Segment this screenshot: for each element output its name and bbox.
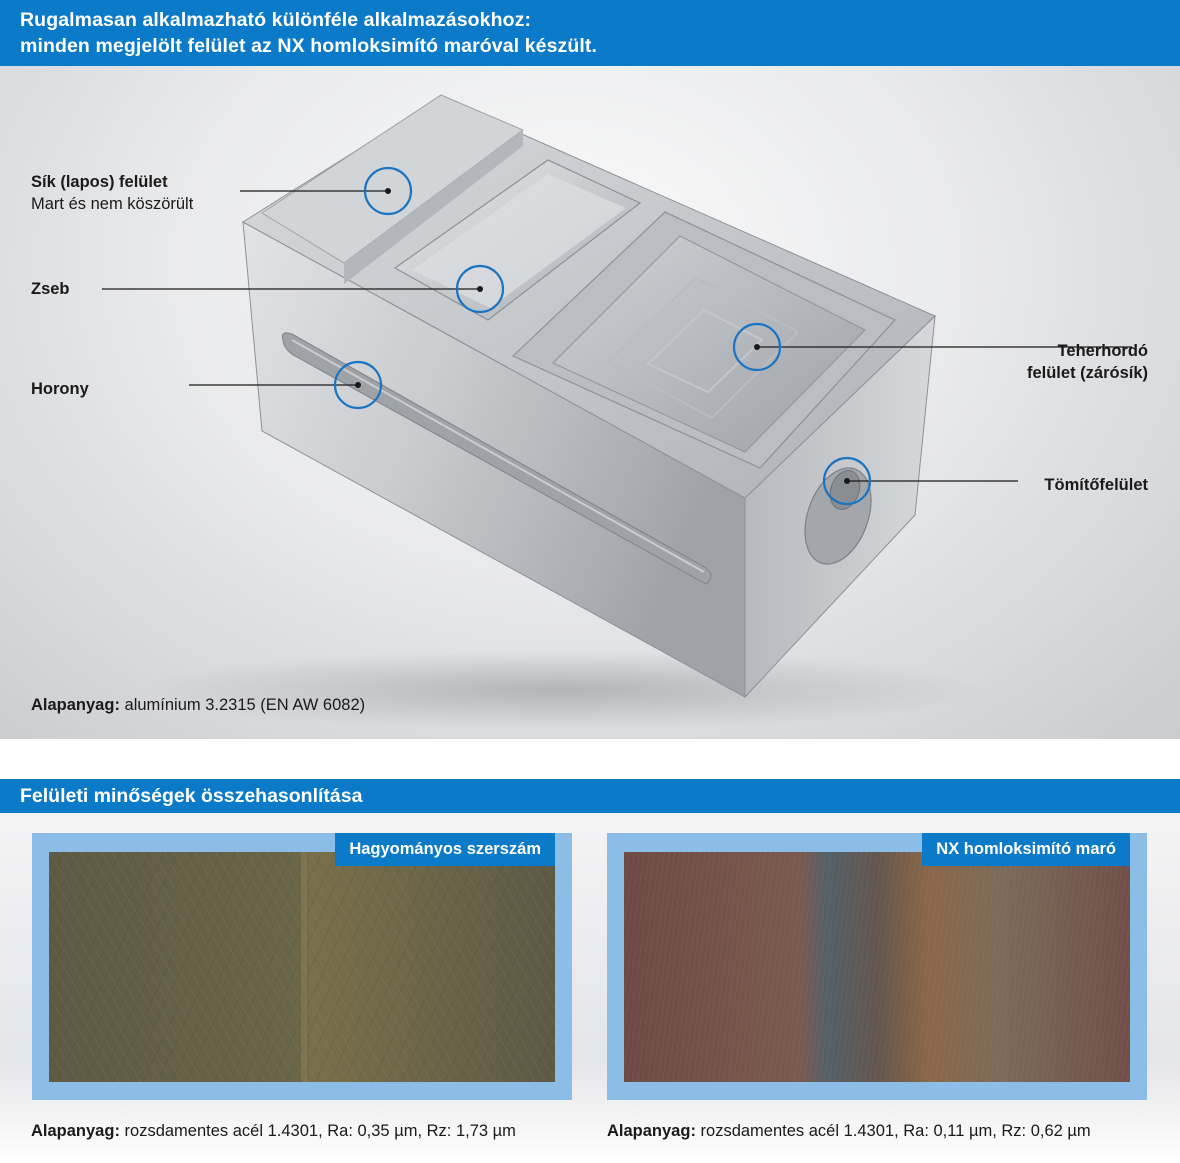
- photo-frame-conventional: [32, 833, 572, 1100]
- section2-title: Felületi minőségek összehasonlítása: [20, 785, 363, 807]
- caption-nx-label: Alapanyag:: [607, 1122, 696, 1140]
- caption-conventional: [31, 1120, 516, 1142]
- callout-groove-title: Horony: [31, 380, 89, 398]
- callout-flat-subtitle: Mart és nem köszörült: [31, 195, 194, 213]
- callout-bearing-line2: felület (zárósík): [1026, 364, 1148, 382]
- callout-flat-surface: [31, 171, 193, 215]
- callout-groove: [31, 378, 89, 400]
- surface-photo-nx: [624, 852, 1130, 1082]
- tag-conventional-tool: Hagyományos szerszám: [335, 833, 555, 866]
- material-top-value: alumínium 3.2315 (EN AW 6082): [124, 696, 366, 714]
- callout-bearing-line1: Teherhordó: [1057, 342, 1148, 360]
- caption-nx: [607, 1120, 1091, 1142]
- tag-nx-tool: NX homloksimító maró: [922, 833, 1130, 866]
- caption-conventional-value: rozsdamentes acél 1.4301, Ra: 0,35 µm, Rz: 1,73 µm: [124, 1122, 516, 1140]
- caption-conventional-label: Alapanyag:: [31, 1122, 120, 1140]
- surface-texture-nx: [624, 852, 1130, 1082]
- surface-texture-conventional: [49, 852, 555, 1082]
- section2-banner: [0, 779, 1180, 813]
- callout-pocket: [31, 278, 70, 300]
- aluminum-block-illustration: [0, 66, 1180, 739]
- caption-nx-value: rozsdamentes acél 1.4301, Ra: 0,11 µm, Rz: 0,62 µm: [700, 1122, 1091, 1140]
- hero-image: [0, 66, 1180, 739]
- header-line-1: Rugalmasan alkalmazható különféle alkalmazásokhoz:: [20, 9, 532, 31]
- callout-flat-title: Sík (lapos) felület: [31, 173, 168, 191]
- photo-frame-nx: [607, 833, 1147, 1100]
- callout-sealing-surface: [1044, 474, 1148, 496]
- callout-bearing-surface: [1027, 340, 1148, 384]
- header-line-2: minden megjelölt felület az NX homloksimító maróval készült.: [20, 35, 598, 57]
- material-top: [31, 694, 365, 716]
- callout-sealing-title: Tömítőfelület: [1044, 476, 1148, 494]
- callout-pocket-title: Zseb: [31, 280, 70, 298]
- surface-photo-conventional: [49, 852, 555, 1082]
- material-top-label: Alapanyag:: [31, 696, 120, 714]
- header-banner: [0, 0, 1180, 66]
